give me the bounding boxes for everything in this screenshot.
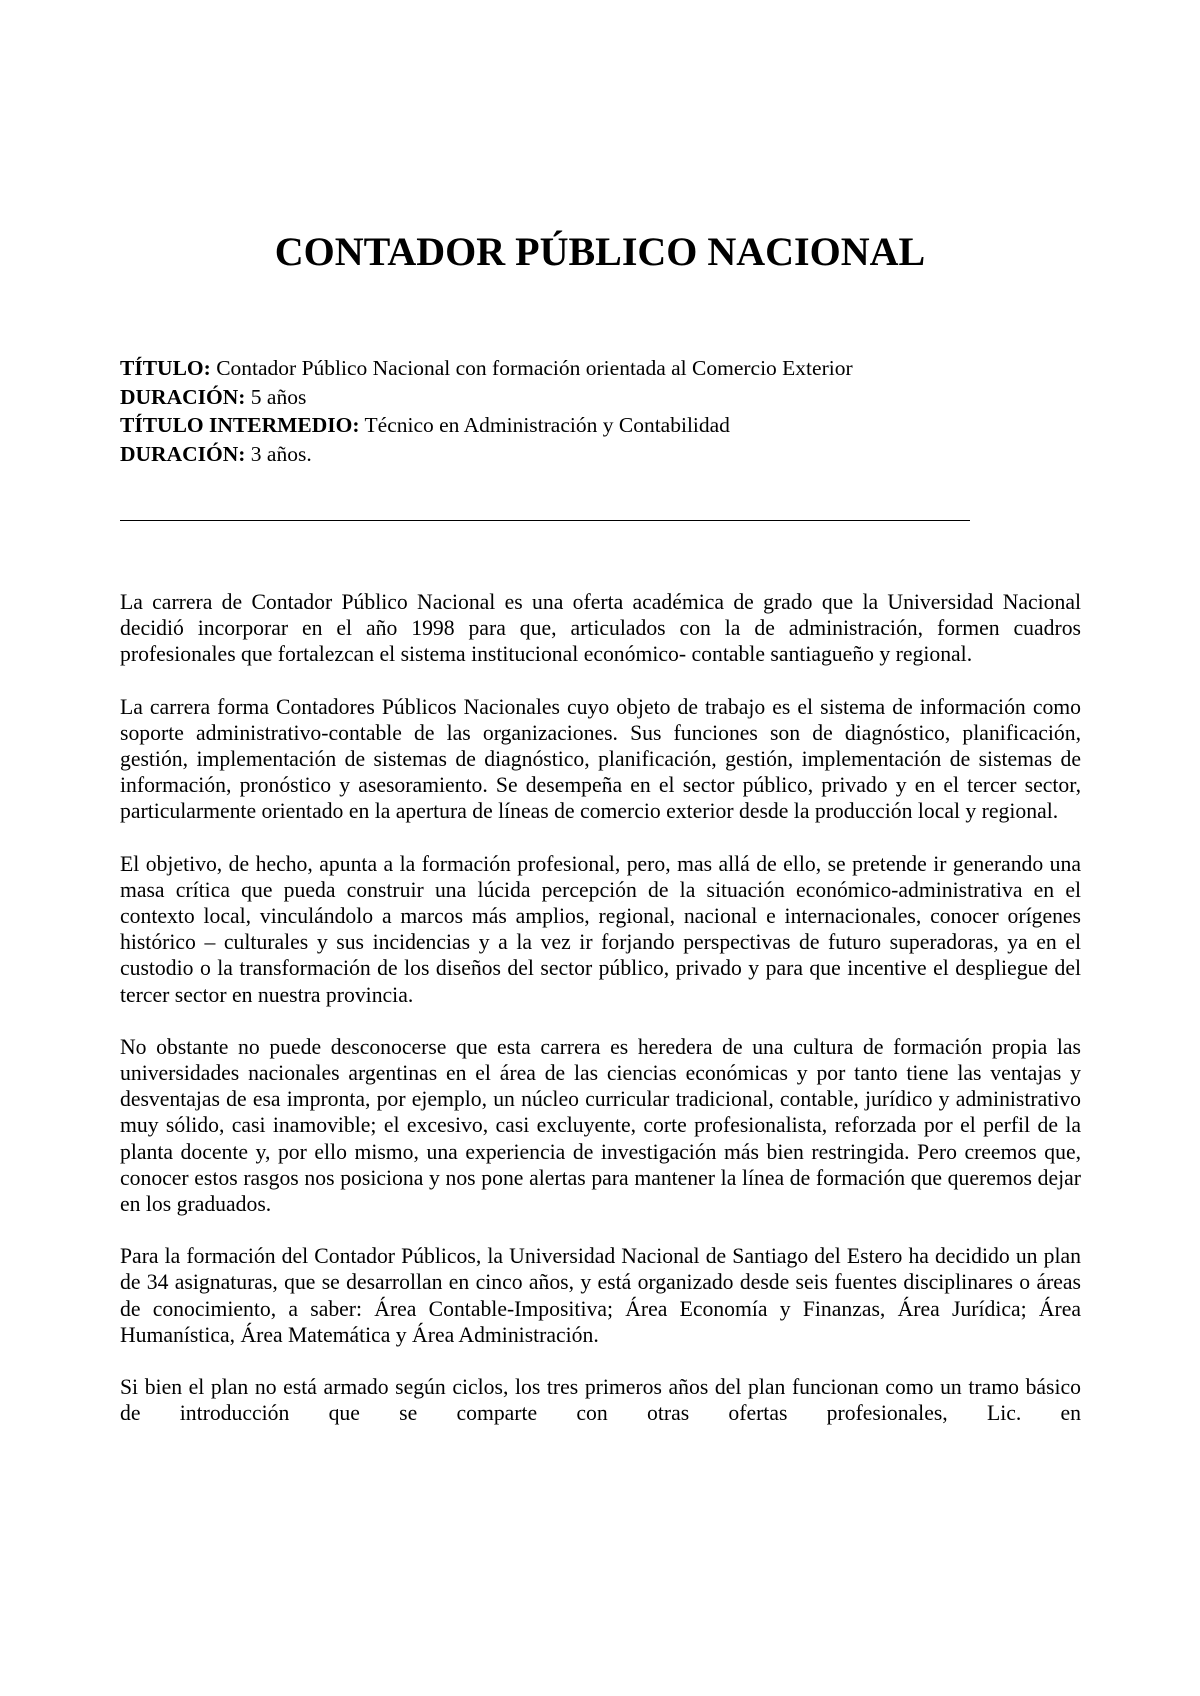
paragraph: El objetivo, de hecho, apunta a la formación profesional, pero, mas allá de ello, se pretende ir generando una masa crítica que pueda construir una lúcida percepción de la situación económico-administrativa en el contexto local, vinculándolo a marcos más amplios, regional, nacional e internacionales, conocer orígenes histórico – culturales y sus incidencias y a la vez ir forjando perspectivas de futuro superadoras, ya en el custodio o la transformación de los diseños del sector público, privado y para que incentive el despliegue del tercer sector en nuestra provincia. <box>120 851 1081 1007</box>
paragraph: La carrera forma Contadores Públicos Nacionales cuyo objeto de trabajo es el sistema de información como soporte administrativo-contable de las organizaciones. Sus funciones son de diagnóstico, planificación, gestión, implementación de sistemas de diagnóstico, planificación, gestión, implementación de sistemas de información, pronóstico y asesoramiento. Se desempeña en el sector público, privado y en el tercer sector, particularmente orientado en la apertura de líneas de comercio exterior desde la producción local y regional. <box>120 694 1081 824</box>
paragraph: Para la formación del Contador Públicos, la Universidad Nacional de Santiago del Estero ha decidido un plan de 34 asignaturas, que se desarrollan en cinco años, y está organizado desde seis fuentes disciplinares o áreas de conocimiento, a saber: Área Contable-Impositiva; Área Economía y Finanzas, Área Jurídica; Área Humanística, Área Matemática y Área Administración. <box>120 1244 1081 1347</box>
degree-title-line <box>120 354 1080 383</box>
meta-label: TÍTULO INTERMEDIO: <box>120 413 360 437</box>
meta-value: 3 años. <box>245 441 312 466</box>
meta-value: Contador Público Nacional con formación orientada al Comercio Exterior <box>210 356 853 380</box>
meta-label: TÍTULO: <box>120 356 211 380</box>
meta-label: DURACIÓN: <box>120 384 246 409</box>
degree-info <box>120 354 1080 468</box>
meta-label: DURACIÓN: <box>120 441 246 466</box>
horizontal-rule <box>120 520 970 521</box>
document-title: CONTADOR PÚBLICO NACIONAL <box>274 229 926 274</box>
intermediate-duration-line <box>120 440 1080 469</box>
paragraph: La carrera de Contador Público Nacional es una oferta académica de grado que la Universidad Nacional decidió incorporar en el año 1998 para que, articulados con la de administración, formen cuadros profesionales que fortalezcan el sistema institucional económico- contable santiagueño y regional. <box>120 590 1081 667</box>
intermediate-title-line <box>120 411 1080 440</box>
meta-value: 5 años <box>245 384 307 409</box>
paragraph: Si bien el plan no está armado según ciclos, los tres primeros años del plan funcionan como un tramo básico de introducción que se comparte con otras ofertas profesionales, Lic. en <box>120 1375 1081 1426</box>
degree-duration-line <box>120 383 1080 412</box>
meta-value: Técnico en Administración y Contabilidad <box>359 413 730 437</box>
document-body <box>120 589 1081 1426</box>
paragraph: No obstante no puede desconocerse que esta carrera es heredera de una cultura de formación propia las universidades nacionales argentinas en el área de las ciencias económicas y por tanto tiene las ventajas y desventajas de esa impronta, por ejemplo, un núcleo curricular tradicional, contable, jurídico y administrativo muy sólido, casi inamovible; el excesivo, casi excluyente, corte profesionalista, reforzada por el perfil de la planta docente y, por ello mismo, una experiencia de investigación más bien restringida. Pero creemos que, conocer estos rasgos nos posiciona y nos pone alertas para mantener la línea de formación que queremos dejar en los graduados. <box>120 1034 1081 1217</box>
